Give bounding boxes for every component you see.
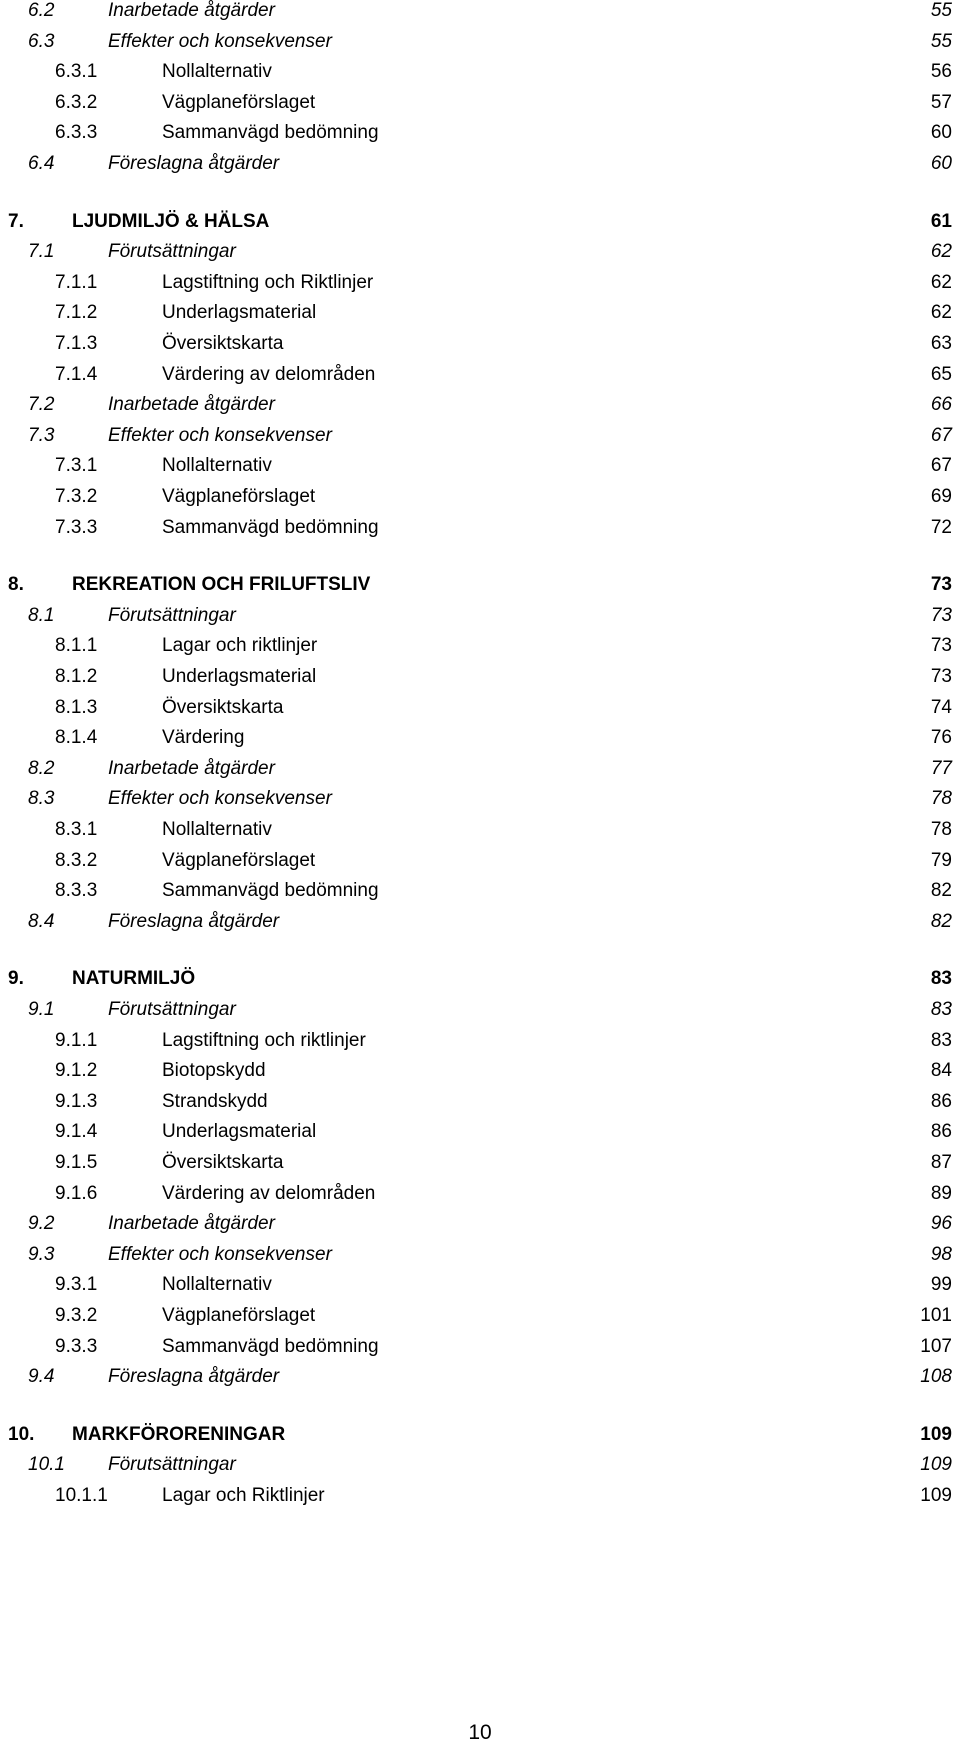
- toc-entry-number: 8.1.2: [55, 666, 98, 687]
- toc-entry[interactable]: [0, 1332, 960, 1362]
- toc-entry-number: 6.4: [28, 153, 55, 174]
- toc-entry-page: 65: [930, 363, 952, 385]
- toc-entry-page: 83: [930, 999, 952, 1020]
- toc-entry[interactable]: [0, 1026, 960, 1056]
- toc-entry[interactable]: [0, 1117, 960, 1147]
- toc-entry[interactable]: [0, 421, 960, 451]
- toc-entry-title: Effekter och konsekvenser: [108, 424, 332, 446]
- toc-entry-page: 77: [930, 757, 952, 779]
- toc-entry-number: 8.3.1: [55, 819, 98, 840]
- toc-entry-page: 109: [920, 1423, 952, 1445]
- toc-entry-title: Vägplaneförslaget: [162, 1305, 316, 1326]
- toc-entry-number: 8.3: [28, 788, 55, 810]
- toc-entry-number: 6.3.3: [55, 122, 98, 144]
- toc-entry[interactable]: [0, 723, 960, 753]
- toc-entry-title: Vägplaneförslaget: [162, 91, 316, 113]
- toc-entry-number: 10.1.1: [55, 1485, 108, 1506]
- toc-entry-page: 83: [930, 1029, 952, 1051]
- toc-entry-page: 96: [930, 1213, 952, 1235]
- toc-entry[interactable]: [0, 1056, 960, 1086]
- toc-entry-page: 67: [930, 455, 952, 477]
- toc-entry-number: 9.1.2: [55, 1060, 98, 1082]
- toc-entry-number: 9.: [8, 968, 24, 990]
- toc-entry-number: 6.3.1: [55, 61, 98, 83]
- toc-entry[interactable]: [0, 907, 960, 937]
- toc-entry[interactable]: [0, 88, 960, 118]
- toc-entry[interactable]: [0, 1087, 960, 1117]
- toc-entry-number: 6.2: [28, 0, 55, 21]
- toc-entry-number: 9.1.4: [55, 1121, 98, 1143]
- toc-entry-number: 7.1.3: [55, 333, 98, 354]
- toc-entry-page: 107: [920, 1335, 952, 1357]
- toc-entry[interactable]: [0, 298, 960, 328]
- toc-entry-number: 8.4: [28, 910, 55, 932]
- toc-entry[interactable]: [0, 1301, 960, 1331]
- toc-entry-page: 55: [930, 0, 952, 21]
- toc-entry-page: 60: [930, 122, 952, 144]
- toc-entry-title: Sammanvägd bedömning: [162, 122, 379, 144]
- toc-entry-number: 7.2: [28, 394, 55, 416]
- toc-entry-title: Nollalternativ: [162, 61, 272, 83]
- toc-entry-page: 101: [920, 1305, 952, 1326]
- toc-entry-title: Föreslagna åtgärder: [108, 1366, 280, 1388]
- toc-entry[interactable]: [0, 876, 960, 906]
- toc-entry-title: REKREATION OCH FRILUFTSLIV: [72, 574, 371, 596]
- toc-entry-page: 109: [920, 1454, 952, 1476]
- toc-entry[interactable]: [0, 1270, 960, 1300]
- toc-entry-number: 7.1.1: [55, 271, 98, 293]
- toc-entry-number: 8.1.3: [55, 696, 98, 718]
- toc-entry[interactable]: [0, 1179, 960, 1209]
- toc-entry[interactable]: [0, 601, 960, 631]
- toc-entry[interactable]: [0, 390, 960, 420]
- toc-entry[interactable]: [0, 1420, 960, 1450]
- toc-entry-title: LJUDMILJÖ & HÄLSA: [72, 210, 270, 232]
- toc-entry-page: 79: [930, 849, 952, 871]
- toc-entry-number: 7.3.3: [55, 516, 98, 538]
- toc-entry[interactable]: [0, 815, 960, 845]
- toc-entry-page: 82: [930, 910, 952, 932]
- toc-entry-page: 63: [930, 333, 952, 354]
- toc-entry-title: Förutsättningar: [108, 241, 236, 263]
- page-number: 10: [468, 1721, 492, 1744]
- toc-entry[interactable]: [0, 268, 960, 298]
- toc-entry-title: Sammanvägd bedömning: [162, 880, 379, 902]
- toc-entry-number: 10.1: [28, 1454, 65, 1476]
- toc-entry[interactable]: [0, 693, 960, 723]
- toc-entry-title: Effekter och konsekvenser: [108, 788, 332, 810]
- toc-entry[interactable]: [0, 964, 960, 994]
- toc-entry-page: 86: [930, 1121, 952, 1143]
- toc-entry-title: MARKFÖRORENINGAR: [72, 1423, 286, 1445]
- toc-entry-page: 61: [930, 210, 952, 232]
- toc-entry-page: 62: [930, 241, 952, 263]
- toc-entry-number: 7.3: [28, 424, 55, 446]
- toc-entry[interactable]: [0, 149, 960, 179]
- toc-entry-title: Effekter och konsekvenser: [108, 1243, 332, 1265]
- toc-entry-number: 8.1: [28, 604, 55, 626]
- toc-entry-number: 8.3.3: [55, 880, 98, 902]
- toc-entry-title: Underlagsmaterial: [162, 302, 317, 324]
- toc-entry[interactable]: [0, 754, 960, 784]
- toc-entry[interactable]: [0, 118, 960, 148]
- toc-entry-number: 9.3.3: [55, 1335, 98, 1357]
- toc-entry-title: Översiktskarta: [162, 1152, 284, 1173]
- toc-entry[interactable]: [0, 1481, 960, 1511]
- toc-entry-number: 10.: [8, 1423, 35, 1445]
- toc-entry-page: 66: [930, 394, 952, 416]
- toc-entry-number: 9.1: [28, 999, 55, 1020]
- toc-entry-number: 8.3.2: [55, 849, 98, 871]
- toc-entry-title: Inarbetade åtgärder: [108, 394, 275, 416]
- toc-entry-page: 87: [930, 1152, 952, 1173]
- toc-entry-page: 73: [930, 635, 952, 657]
- toc-entry-page: 78: [930, 819, 952, 840]
- toc-entry-page: 62: [930, 271, 952, 293]
- toc-entry[interactable]: [0, 237, 960, 267]
- toc-entry-number: 9.1.6: [55, 1182, 98, 1204]
- toc-entry-page: 56: [930, 61, 952, 83]
- toc-entry-title: Strandskydd: [162, 1090, 268, 1112]
- toc-entry-title: Översiktskarta: [162, 696, 284, 718]
- toc-entry-title: Inarbetade åtgärder: [108, 757, 275, 779]
- toc-entry-number: 7.3.2: [55, 486, 98, 507]
- toc-entry[interactable]: [0, 0, 960, 26]
- toc-entry[interactable]: [0, 1450, 960, 1480]
- toc-entry-page: 73: [930, 574, 952, 596]
- toc-entry[interactable]: [0, 360, 960, 390]
- toc-entry[interactable]: [0, 784, 960, 814]
- toc-entry[interactable]: [0, 846, 960, 876]
- toc-entry-title: Förutsättningar: [108, 1454, 236, 1476]
- toc-entry-number: 7.: [8, 210, 24, 232]
- toc-entry-page: 69: [930, 486, 952, 507]
- toc-entry-page: 76: [930, 727, 952, 749]
- toc-entry-page: 82: [930, 880, 952, 902]
- toc-entry[interactable]: [0, 1362, 960, 1392]
- toc-entry-page: 84: [930, 1060, 952, 1082]
- toc-entry[interactable]: [0, 482, 960, 512]
- toc-entry-number: 8.1.1: [55, 635, 98, 657]
- toc-entry-title: NATURMILJÖ: [72, 968, 196, 990]
- toc-entry-number: 6.3: [28, 30, 55, 52]
- toc-entry-title: Föreslagna åtgärder: [108, 153, 280, 174]
- toc-entry-page: 98: [930, 1243, 952, 1265]
- toc-entry-number: 9.3: [28, 1243, 55, 1265]
- toc-entry[interactable]: [0, 57, 960, 87]
- toc-entry[interactable]: [0, 329, 960, 359]
- toc-entry[interactable]: [0, 662, 960, 692]
- toc-entry-title: Nollalternativ: [162, 455, 272, 477]
- toc-entry-page: 60: [930, 153, 952, 174]
- toc-entry[interactable]: [0, 1148, 960, 1178]
- toc-entry-title: Värdering: [162, 727, 245, 749]
- toc-entry-title: Föreslagna åtgärder: [108, 910, 280, 932]
- toc-entry-title: Biotopskydd: [162, 1060, 266, 1082]
- toc-entry-title: Underlagsmaterial: [162, 666, 317, 687]
- toc-entry-title: Sammanvägd bedömning: [162, 516, 379, 538]
- toc-entry[interactable]: [0, 513, 960, 543]
- toc-entry-title: Vägplaneförslaget: [162, 849, 316, 871]
- toc-entry[interactable]: [0, 1240, 960, 1270]
- toc-entry-page: 62: [930, 302, 952, 324]
- toc-entry-title: Lagar och riktlinjer: [162, 635, 318, 657]
- toc-entry-page: 99: [930, 1274, 952, 1296]
- toc-entry-number: 7.3.1: [55, 455, 98, 477]
- toc-entry-page: 89: [930, 1182, 952, 1204]
- toc-entry-page: 109: [920, 1485, 952, 1506]
- toc-entry-title: Värdering av delområden: [162, 1182, 376, 1204]
- toc-entry[interactable]: [0, 570, 960, 600]
- toc-entry-number: 7.1.2: [55, 302, 98, 324]
- toc-entry[interactable]: [0, 451, 960, 481]
- toc-entry-page: 57: [930, 91, 952, 113]
- toc-entry-number: 6.3.2: [55, 91, 98, 113]
- toc-entry-title: Nollalternativ: [162, 819, 272, 840]
- toc-entry-title: Lagstiftning och riktlinjer: [162, 1029, 366, 1051]
- toc-entry-number: 9.1.5: [55, 1152, 98, 1173]
- toc-entry-page: 73: [930, 666, 952, 687]
- toc-entry-number: 9.1.3: [55, 1090, 98, 1112]
- toc-entry-number: 8.2: [28, 757, 55, 779]
- toc-entry-title: Förutsättningar: [108, 604, 236, 626]
- toc-entry-number: 9.4: [28, 1366, 55, 1388]
- toc-entry-page: 86: [930, 1090, 952, 1112]
- toc-entry-number: 9.2: [28, 1213, 55, 1235]
- toc-entry[interactable]: [0, 1209, 960, 1239]
- toc-entry[interactable]: [0, 207, 960, 237]
- toc-entry-title: Lagar och Riktlinjer: [162, 1485, 325, 1506]
- toc-entry-number: 9.3.2: [55, 1305, 98, 1326]
- toc-entry-page: 83: [930, 968, 952, 990]
- toc-entry-page: 72: [930, 516, 952, 538]
- toc-entry-title: Värdering av delområden: [162, 363, 376, 385]
- toc-entry-title: Underlagsmaterial: [162, 1121, 317, 1143]
- toc-entry-page: 108: [920, 1366, 952, 1388]
- toc-entry-title: Inarbetade åtgärder: [108, 0, 275, 21]
- toc-entry-title: Nollalternativ: [162, 1274, 272, 1296]
- toc-entry-title: Översiktskarta: [162, 333, 284, 354]
- toc-entry-page: 73: [930, 604, 952, 626]
- toc-entry-title: Vägplaneförslaget: [162, 486, 316, 507]
- toc-entry-number: 8.1.4: [55, 727, 98, 749]
- toc-entry-page: 67: [930, 424, 952, 446]
- toc-entry-number: 7.1: [28, 241, 55, 263]
- toc-entry-page: 78: [930, 788, 952, 810]
- toc-entry-page: 55: [930, 30, 952, 52]
- toc-entry-title: Inarbetade åtgärder: [108, 1213, 275, 1235]
- toc-entry[interactable]: [0, 27, 960, 57]
- toc-entry[interactable]: [0, 995, 960, 1025]
- toc-entry-title: Lagstiftning och Riktlinjer: [162, 271, 374, 293]
- toc-entry-title: Sammanvägd bedömning: [162, 1335, 379, 1357]
- toc-entry-title: Effekter och konsekvenser: [108, 30, 332, 52]
- toc-entry-page: 74: [930, 696, 952, 718]
- toc-entry-number: 9.3.1: [55, 1274, 98, 1296]
- toc-entry-number: 8.: [8, 574, 24, 596]
- toc-entry-number: 7.1.4: [55, 363, 98, 385]
- toc-entry-number: 9.1.1: [55, 1029, 98, 1051]
- toc-entry-title: Förutsättningar: [108, 999, 236, 1020]
- toc-entry[interactable]: [0, 631, 960, 661]
